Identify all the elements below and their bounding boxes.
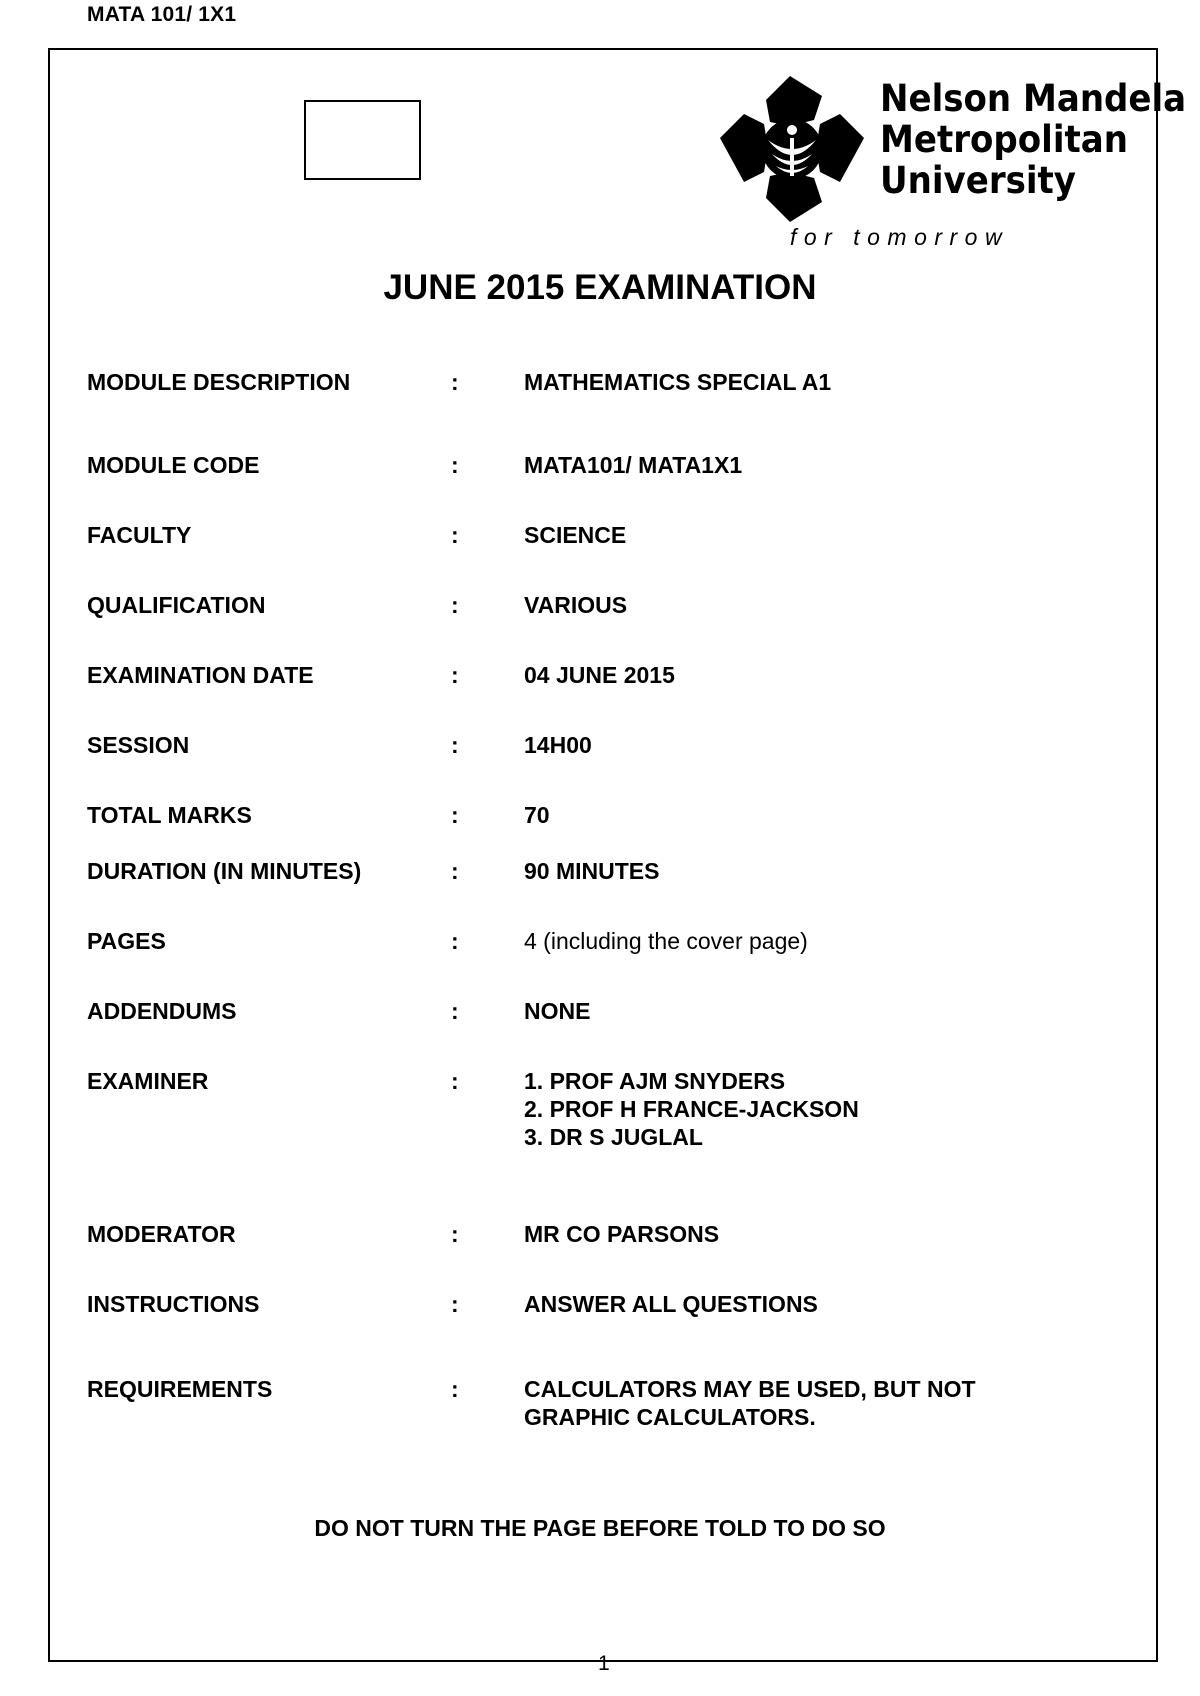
field-value: MATHEMATICS SPECIAL A1 [524, 369, 832, 395]
university-tagline: for tomorrow [790, 224, 1010, 250]
field-separator: : [451, 592, 459, 618]
field-label: SESSION [87, 732, 190, 758]
turn-page-notice: DO NOT TURN THE PAGE BEFORE TOLD TO DO SO [314, 1515, 886, 1541]
field-label: FACULTY [87, 522, 192, 548]
field-value: 70 [524, 802, 550, 828]
examiner-name: 1. PROF AJM SNYDERS [524, 1068, 786, 1094]
field-label: MODULE DESCRIPTION [87, 369, 351, 395]
field-separator: : [451, 1068, 459, 1094]
field-separator: : [451, 802, 459, 828]
field-separator: : [451, 1376, 459, 1402]
field-label: REQUIREMENTS [87, 1376, 273, 1402]
university-name-line-2: Metropolitan [880, 118, 1128, 161]
field-label: ADDENDUMS [87, 998, 237, 1024]
field-label: INSTRUCTIONS [87, 1291, 260, 1317]
field-value: NONE [524, 998, 591, 1024]
field-label: EXAMINATION DATE [87, 662, 314, 688]
field-label: MODULE CODE [87, 452, 260, 478]
field-label: EXAMINER [87, 1068, 209, 1094]
university-name [880, 78, 1186, 201]
field-value: 4 (including the cover page) [524, 928, 808, 954]
field-value: 90 MINUTES [524, 858, 660, 884]
field-label: PAGES [87, 928, 166, 954]
field-separator: : [451, 1291, 459, 1317]
university-name-line-3: University [880, 159, 1077, 202]
blank-box [304, 100, 421, 180]
field-value: VARIOUS [524, 592, 628, 618]
field-separator: : [451, 1221, 459, 1247]
field-value: MR CO PARSONS [524, 1221, 720, 1247]
field-separator: : [451, 998, 459, 1024]
field-value: MATA101/ MATA1X1 [524, 452, 743, 478]
field-separator: : [451, 732, 459, 758]
field-value: 04 JUNE 2015 [524, 662, 675, 688]
examiner-name: 2. PROF H FRANCE-JACKSON [524, 1096, 859, 1122]
examiner-name: 3. DR S JUGLAL [524, 1124, 703, 1150]
field-separator: : [451, 928, 459, 954]
field-label: DURATION (IN MINUTES) [87, 858, 362, 884]
requirement-line: GRAPHIC CALCULATORS. [524, 1404, 816, 1430]
university-logo [718, 74, 1187, 254]
requirement-line: CALCULATORS MAY BE USED, BUT NOT [524, 1376, 976, 1402]
field-separator: : [451, 452, 459, 478]
field-label: MODERATOR [87, 1221, 236, 1247]
field-value: ANSWER ALL QUESTIONS [524, 1291, 818, 1317]
exam-title: JUNE 2015 EXAMINATION [383, 268, 817, 307]
nmmu-emblem-icon [718, 74, 868, 224]
field-separator: : [451, 858, 459, 884]
university-name-line-1: Nelson Mandela [880, 77, 1187, 120]
field-separator: : [451, 662, 459, 688]
field-value: SCIENCE [524, 522, 627, 548]
field-label: TOTAL MARKS [87, 802, 252, 828]
field-separator: : [451, 369, 459, 395]
field-label: QUALIFICATION [87, 592, 266, 618]
field-value: 14H00 [524, 732, 592, 758]
field-value-list [524, 1067, 859, 1151]
field-separator: : [451, 522, 459, 548]
field-value-list [524, 1375, 976, 1431]
page-number: 1 [598, 1652, 610, 1675]
header-module-code: MATA 101/ 1X1 [87, 3, 237, 26]
